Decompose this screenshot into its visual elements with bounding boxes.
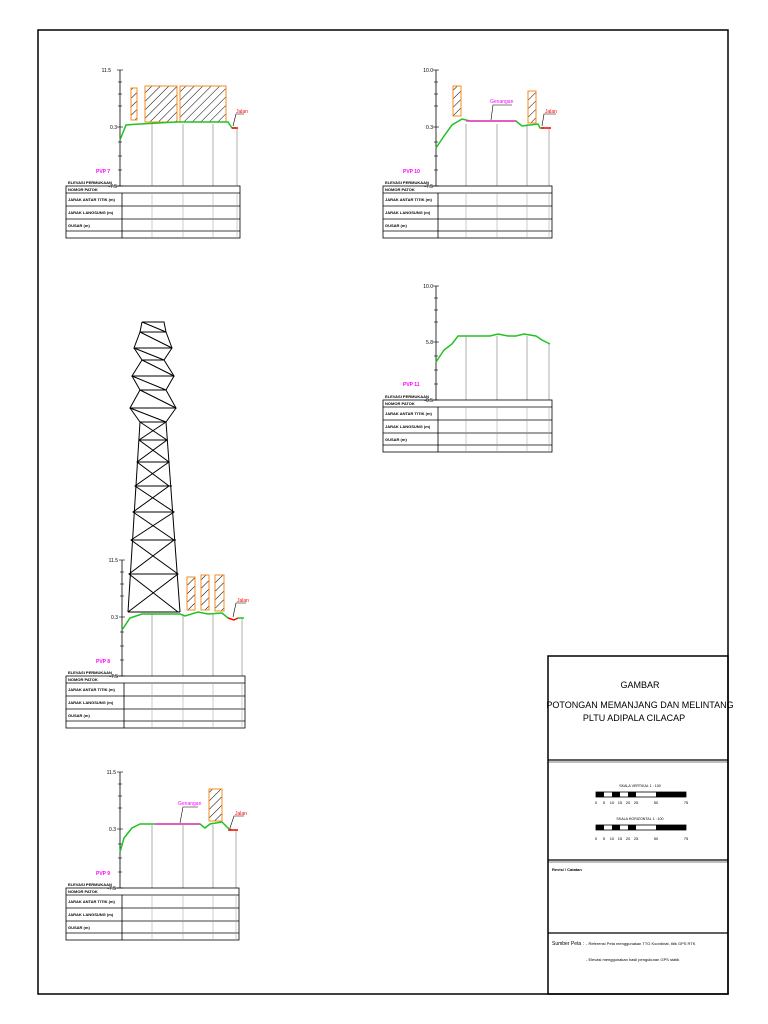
elev-bot-label: -7.5	[108, 184, 117, 190]
elev-top-label: 10.0	[423, 68, 433, 74]
source-line2: - Elevasi menggunakan hasil pengukuran GPS statik	[586, 957, 680, 962]
elev-mid-label: 0.3	[111, 615, 118, 621]
road-leader	[542, 114, 556, 126]
station-lines	[152, 124, 237, 186]
scale-ticks-horizontal	[595, 836, 689, 841]
profile-name: PVP 10	[403, 169, 420, 175]
scale-horizontal-label: SKALA HORIZONTAL 1 : 100	[616, 817, 664, 821]
row-label: JARAK LANGSUNG (m)	[385, 424, 431, 429]
svg-text:75: 75	[683, 800, 689, 805]
row-label: JARAK ANTAR TITIK (m)	[385, 197, 432, 202]
row-label: JARAK ANTAR TITIK (m)	[68, 899, 115, 904]
row-label: NOMOR PATOK	[385, 401, 415, 406]
building-hatch	[201, 575, 209, 610]
row-label: JARAK LANGSUNG (m)	[68, 210, 114, 215]
drawing-title-line2: PLTU ADIPALA CILACAP	[582, 713, 686, 723]
elev-top-label: 11.5	[101, 68, 111, 74]
row-label: JARAK LANGSUNG (m)	[68, 912, 114, 917]
station-lines	[152, 825, 236, 888]
svg-text:50: 50	[653, 800, 659, 805]
profile-name: PVP 8	[96, 659, 111, 665]
station-lines	[152, 614, 242, 676]
building-hatch	[215, 575, 224, 611]
row-label: ELEVASI PERMUKAAN	[385, 180, 429, 185]
scale-ticks-vertical	[595, 800, 689, 805]
svg-text:10: 10	[609, 800, 615, 805]
row-label: NOMOR PATOK	[68, 889, 98, 894]
svg-text:10: 10	[609, 836, 615, 841]
svg-text:15: 15	[617, 800, 623, 805]
building-hatch	[187, 577, 195, 610]
scale-bar-vertical	[596, 792, 686, 797]
profile-name: PVP 7	[96, 169, 111, 175]
row-label: JARAK ANTAR TITIK (m)	[385, 411, 432, 416]
svg-text:5: 5	[602, 836, 606, 841]
svg-text:25: 25	[633, 800, 639, 805]
row-label: NOMOR PATOK	[68, 187, 98, 192]
svg-text:75: 75	[683, 836, 689, 841]
road-leader	[230, 816, 244, 828]
road-segment	[228, 618, 238, 620]
water-leader	[491, 105, 512, 120]
row-label: JARAK LANGSUNG (m)	[68, 700, 114, 705]
row-label: JARAK LANGSUNG (m)	[385, 210, 431, 215]
road-label: Jalan	[235, 811, 247, 817]
water-leader	[180, 807, 198, 823]
elev-bot-label: -7.5	[424, 184, 433, 190]
scale-vertical-label: SKALA VERTIKAL 1 : 100	[619, 784, 661, 788]
profile-pvp11	[383, 284, 552, 452]
station-lines	[466, 124, 549, 186]
ground-profile	[122, 612, 228, 630]
svg-text:0: 0	[594, 800, 598, 805]
source-label: Sumber Peta :	[552, 941, 584, 947]
row-label: NOMOR PATOK	[68, 677, 98, 682]
svg-text:0: 0	[594, 836, 598, 841]
row-label: GUSAR (m)	[68, 925, 90, 930]
building-hatch	[180, 86, 226, 122]
svg-text:25: 25	[633, 836, 639, 841]
row-label: ELEVASI PERMUKAAN	[385, 394, 429, 399]
row-label: GUSAR (m)	[68, 223, 90, 228]
row-label: JARAK ANTAR TITIK (m)	[68, 197, 115, 202]
elev-mid-label: 0.3	[109, 827, 116, 833]
profile-pvp9	[66, 770, 247, 940]
row-label: NOMOR PATOK	[385, 187, 415, 192]
scale-bar-horizontal	[596, 825, 686, 830]
row-label: ELEVASI PERMUKAAN	[68, 180, 112, 185]
transmission-tower-icon	[128, 322, 180, 612]
elev-mid-label: 5.8	[426, 340, 433, 346]
profile-pvp8	[66, 558, 249, 728]
elev-top-label: 11.5	[106, 770, 116, 776]
elev-top-label: 11.5	[108, 558, 118, 564]
row-label: GUSAR (m)	[385, 437, 407, 442]
svg-text:20: 20	[625, 800, 631, 805]
ground-profile	[120, 822, 232, 852]
source-line1: - Referensi Peta menggunakan TTG Koordinat, titik GPS RTK	[586, 941, 696, 946]
svg-text:20: 20	[625, 836, 631, 841]
elev-bot-label: -7.5	[109, 674, 118, 680]
ground-profile	[120, 122, 236, 140]
profile-name: PVP 11	[403, 382, 420, 388]
building-hatch	[453, 86, 461, 116]
drawing-title-line1: POTONGAN MEMANJANG DAN MELINTANG	[546, 700, 734, 710]
row-label: ELEVASI PERMUKAAN	[68, 670, 112, 675]
elev-top-label: 10.0	[423, 284, 433, 290]
ground-profile	[436, 334, 550, 362]
road-label: Jalan	[545, 109, 557, 115]
building-hatch	[131, 88, 137, 120]
row-label: JARAK ANTAR TITIK (m)	[68, 687, 115, 692]
row-label: GUSAR (m)	[68, 713, 90, 718]
row-label: GUSAR (m)	[385, 223, 407, 228]
road-label: Jalan	[237, 598, 249, 604]
profile-name: PVP 9	[96, 871, 111, 877]
water-label: Genangan	[490, 99, 514, 105]
svg-text:5: 5	[602, 800, 606, 805]
building-hatch	[209, 789, 222, 821]
profile-pvp10	[383, 68, 557, 238]
svg-text:15: 15	[617, 836, 623, 841]
station-lines	[466, 336, 549, 400]
elev-mid-label: 0.3	[426, 125, 433, 131]
water-label: Genangan	[178, 801, 202, 807]
road-label: Jalan	[236, 109, 248, 115]
elev-bot-label: -0.5	[424, 398, 433, 404]
row-label: ELEVASI PERMUKAAN	[68, 882, 112, 887]
road-leader	[233, 603, 246, 617]
drawing-heading: GAMBAR	[620, 680, 660, 690]
notes-label: Revisi / Catatan	[552, 867, 582, 872]
svg-text:50: 50	[653, 836, 659, 841]
building-hatch	[528, 91, 536, 123]
elev-mid-label: 0.3	[110, 125, 117, 131]
building-hatch	[145, 86, 177, 122]
elev-bot-label: -7.5	[107, 886, 116, 892]
profile-pvp7	[66, 68, 248, 238]
title-block	[546, 656, 733, 994]
road-leader	[233, 114, 244, 126]
